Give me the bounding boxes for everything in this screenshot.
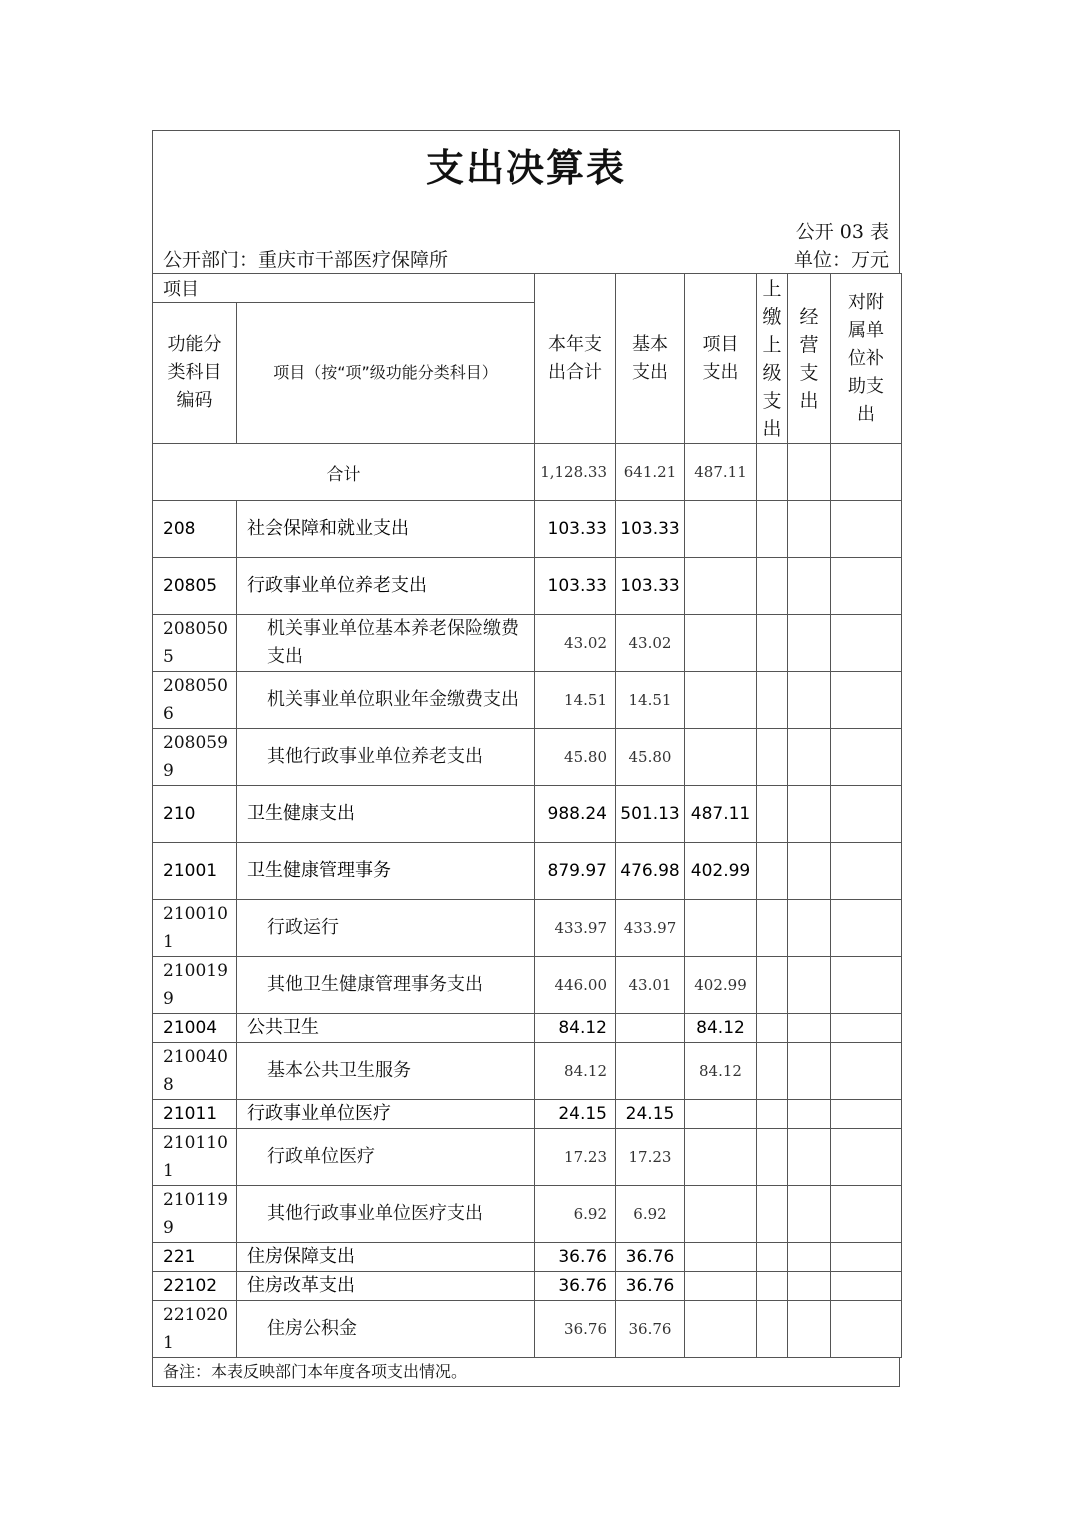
department-label: 公开部门：重庆市干部医疗保障所 bbox=[163, 249, 449, 271]
row-total: 36.76 bbox=[535, 1272, 616, 1301]
row-business bbox=[788, 1243, 831, 1272]
row-subsidy bbox=[831, 900, 902, 957]
table-row bbox=[153, 843, 902, 900]
row-code: 2080506 bbox=[153, 672, 237, 729]
row-project: 487.11 bbox=[685, 786, 757, 843]
table-note: 备注：本表反映部门本年度各项支出情况。 bbox=[152, 1358, 900, 1387]
header-basic: 基本支出 bbox=[616, 274, 685, 444]
row-total: 103.33 bbox=[535, 501, 616, 558]
table-row bbox=[153, 957, 902, 1014]
row-upper bbox=[757, 1301, 788, 1358]
row-business bbox=[788, 672, 831, 729]
table-row bbox=[153, 501, 902, 558]
row-name: 行政运行 bbox=[237, 900, 535, 957]
row-name: 公共卫生 bbox=[237, 1014, 535, 1043]
row-upper bbox=[757, 615, 788, 672]
row-upper bbox=[757, 501, 788, 558]
row-code: 208 bbox=[153, 501, 237, 558]
row-project: 402.99 bbox=[685, 843, 757, 900]
row-basic bbox=[616, 1014, 685, 1043]
row-subsidy bbox=[831, 1272, 902, 1301]
row-subsidy bbox=[831, 1243, 902, 1272]
row-total: 879.97 bbox=[535, 843, 616, 900]
row-project: 84.12 bbox=[685, 1014, 757, 1043]
row-code: 2100101 bbox=[153, 900, 237, 957]
row-project bbox=[685, 900, 757, 957]
row-subsidy bbox=[831, 558, 902, 615]
row-upper bbox=[757, 900, 788, 957]
row-subsidy bbox=[831, 843, 902, 900]
row-business bbox=[788, 1014, 831, 1043]
row-business bbox=[788, 957, 831, 1014]
table-row bbox=[153, 1186, 902, 1243]
total-subsidy bbox=[831, 444, 902, 501]
header-code: 功能分类科目编码 bbox=[153, 303, 237, 444]
row-name: 机关事业单位职业年金缴费支出 bbox=[237, 672, 535, 729]
row-business bbox=[788, 786, 831, 843]
row-subsidy bbox=[831, 729, 902, 786]
table-row bbox=[153, 558, 902, 615]
row-code: 2100408 bbox=[153, 1043, 237, 1100]
row-total: 103.33 bbox=[535, 558, 616, 615]
header-project: 项目支出 bbox=[685, 274, 757, 444]
row-code: 2080599 bbox=[153, 729, 237, 786]
row-project bbox=[685, 615, 757, 672]
row-total: 43.02 bbox=[535, 615, 616, 672]
row-code: 21001 bbox=[153, 843, 237, 900]
row-subsidy bbox=[831, 501, 902, 558]
total-sum: 1,128.33 bbox=[535, 444, 616, 501]
row-basic bbox=[616, 1043, 685, 1100]
table-row bbox=[153, 729, 902, 786]
header-upper: 上缴上级支出 bbox=[757, 274, 788, 444]
row-upper bbox=[757, 1100, 788, 1129]
row-subsidy bbox=[831, 1100, 902, 1129]
row-upper bbox=[757, 1043, 788, 1100]
table-row bbox=[153, 1043, 902, 1100]
row-upper bbox=[757, 1014, 788, 1043]
row-business bbox=[788, 1043, 831, 1100]
row-basic: 14.51 bbox=[616, 672, 685, 729]
row-name: 其他卫生健康管理事务支出 bbox=[237, 957, 535, 1014]
row-total: 36.76 bbox=[535, 1301, 616, 1358]
row-total: 84.12 bbox=[535, 1043, 616, 1100]
row-project bbox=[685, 1272, 757, 1301]
row-total: 433.97 bbox=[535, 900, 616, 957]
row-upper bbox=[757, 843, 788, 900]
row-subsidy bbox=[831, 1129, 902, 1186]
total-upper bbox=[757, 444, 788, 501]
row-project: 402.99 bbox=[685, 957, 757, 1014]
row-basic: 6.92 bbox=[616, 1186, 685, 1243]
row-upper bbox=[757, 1243, 788, 1272]
row-project: 84.12 bbox=[685, 1043, 757, 1100]
table-row bbox=[153, 1100, 902, 1129]
row-name: 住房公积金 bbox=[237, 1301, 535, 1358]
row-basic: 103.33 bbox=[616, 501, 685, 558]
row-project bbox=[685, 1129, 757, 1186]
row-basic: 36.76 bbox=[616, 1272, 685, 1301]
table-row bbox=[153, 1014, 902, 1043]
row-business bbox=[788, 843, 831, 900]
row-code: 2080505 bbox=[153, 615, 237, 672]
row-project bbox=[685, 1301, 757, 1358]
row-name: 行政事业单位医疗 bbox=[237, 1100, 535, 1129]
expenditure-sheet bbox=[152, 130, 900, 1387]
row-code: 21004 bbox=[153, 1014, 237, 1043]
row-code: 2100199 bbox=[153, 957, 237, 1014]
row-code: 2210201 bbox=[153, 1301, 237, 1358]
row-total: 988.24 bbox=[535, 786, 616, 843]
row-total: 36.76 bbox=[535, 1243, 616, 1272]
row-subsidy bbox=[831, 1301, 902, 1358]
row-upper bbox=[757, 672, 788, 729]
row-business bbox=[788, 729, 831, 786]
row-total: 84.12 bbox=[535, 1014, 616, 1043]
row-business bbox=[788, 501, 831, 558]
row-basic: 24.15 bbox=[616, 1100, 685, 1129]
row-code: 2101199 bbox=[153, 1186, 237, 1243]
row-total: 14.51 bbox=[535, 672, 616, 729]
row-basic: 43.01 bbox=[616, 957, 685, 1014]
row-basic: 43.02 bbox=[616, 615, 685, 672]
row-total: 17.23 bbox=[535, 1129, 616, 1186]
row-code: 20805 bbox=[153, 558, 237, 615]
row-business bbox=[788, 1100, 831, 1129]
row-name: 其他行政事业单位养老支出 bbox=[237, 729, 535, 786]
row-basic: 103.33 bbox=[616, 558, 685, 615]
form-number: 公开 03 表 bbox=[795, 221, 889, 243]
row-project bbox=[685, 1243, 757, 1272]
row-business bbox=[788, 1186, 831, 1243]
row-subsidy bbox=[831, 957, 902, 1014]
row-upper bbox=[757, 729, 788, 786]
total-business bbox=[788, 444, 831, 501]
header-item: 项目 bbox=[153, 274, 535, 303]
table-row bbox=[153, 786, 902, 843]
row-code: 221 bbox=[153, 1243, 237, 1272]
row-code: 2101101 bbox=[153, 1129, 237, 1186]
row-subsidy bbox=[831, 1043, 902, 1100]
sheet-header bbox=[152, 130, 900, 273]
row-subsidy bbox=[831, 1014, 902, 1043]
row-code: 210 bbox=[153, 786, 237, 843]
row-total: 446.00 bbox=[535, 957, 616, 1014]
table-row bbox=[153, 1129, 902, 1186]
row-upper bbox=[757, 1129, 788, 1186]
row-name: 卫生健康管理事务 bbox=[237, 843, 535, 900]
expenditure-table bbox=[152, 273, 902, 1358]
row-name: 卫生健康支出 bbox=[237, 786, 535, 843]
row-project bbox=[685, 1186, 757, 1243]
row-name: 住房改革支出 bbox=[237, 1272, 535, 1301]
total-basic: 641.21 bbox=[616, 444, 685, 501]
row-basic: 36.76 bbox=[616, 1301, 685, 1358]
row-code: 21011 bbox=[153, 1100, 237, 1129]
row-total: 24.15 bbox=[535, 1100, 616, 1129]
row-upper bbox=[757, 1272, 788, 1301]
row-project bbox=[685, 672, 757, 729]
row-name: 住房保障支出 bbox=[237, 1243, 535, 1272]
row-upper bbox=[757, 786, 788, 843]
row-project bbox=[685, 501, 757, 558]
header-business: 经营支出 bbox=[788, 274, 831, 444]
row-total: 6.92 bbox=[535, 1186, 616, 1243]
row-business bbox=[788, 1129, 831, 1186]
row-upper bbox=[757, 957, 788, 1014]
row-basic: 476.98 bbox=[616, 843, 685, 900]
row-subsidy bbox=[831, 672, 902, 729]
row-business bbox=[788, 1301, 831, 1358]
row-basic: 501.13 bbox=[616, 786, 685, 843]
row-subsidy bbox=[831, 786, 902, 843]
row-name: 其他行政事业单位医疗支出 bbox=[237, 1186, 535, 1243]
total-row bbox=[153, 444, 902, 501]
total-label: 合计 bbox=[153, 444, 535, 501]
row-basic: 17.23 bbox=[616, 1129, 685, 1186]
row-business bbox=[788, 615, 831, 672]
table-row bbox=[153, 672, 902, 729]
row-name: 行政单位医疗 bbox=[237, 1129, 535, 1186]
header-total: 本年支出合计 bbox=[535, 274, 616, 444]
header-subsidy: 对附属单位补助支出 bbox=[831, 274, 902, 444]
table-row bbox=[153, 1301, 902, 1358]
row-subsidy bbox=[831, 615, 902, 672]
row-basic: 36.76 bbox=[616, 1243, 685, 1272]
row-name: 机关事业单位基本养老保险缴费支出 bbox=[237, 615, 535, 672]
unit-label: 单位：万元 bbox=[793, 249, 889, 271]
row-business bbox=[788, 1272, 831, 1301]
row-subsidy bbox=[831, 1186, 902, 1243]
row-basic: 433.97 bbox=[616, 900, 685, 957]
row-name: 行政事业单位养老支出 bbox=[237, 558, 535, 615]
row-project bbox=[685, 558, 757, 615]
row-project bbox=[685, 1100, 757, 1129]
row-basic: 45.80 bbox=[616, 729, 685, 786]
row-name: 基本公共卫生服务 bbox=[237, 1043, 535, 1100]
row-total: 45.80 bbox=[535, 729, 616, 786]
page-title: 支出决算表 bbox=[425, 146, 626, 190]
row-code: 22102 bbox=[153, 1272, 237, 1301]
row-name: 社会保障和就业支出 bbox=[237, 501, 535, 558]
table-row bbox=[153, 615, 902, 672]
table-row bbox=[153, 1272, 902, 1301]
table-row bbox=[153, 900, 902, 957]
total-project: 487.11 bbox=[685, 444, 757, 501]
header-name: 项目（按“项”级功能分类科目） bbox=[237, 303, 535, 444]
row-business bbox=[788, 558, 831, 615]
row-business bbox=[788, 900, 831, 957]
row-upper bbox=[757, 558, 788, 615]
row-project bbox=[685, 729, 757, 786]
row-upper bbox=[757, 1186, 788, 1243]
table-row bbox=[153, 1243, 902, 1272]
